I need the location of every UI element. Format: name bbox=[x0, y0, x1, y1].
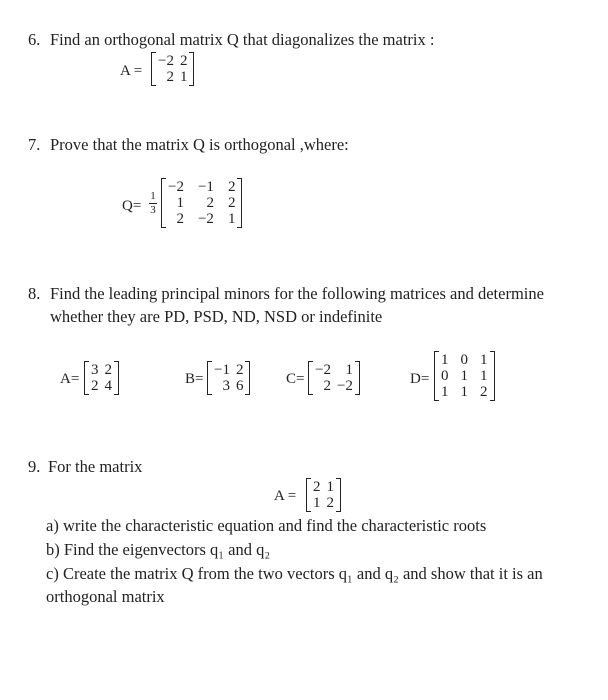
matrix-cell: 2 bbox=[323, 378, 331, 394]
q8-c-label: C= bbox=[286, 371, 305, 387]
q8-text-line1: Find the leading principal minors for the following matrices and determine bbox=[50, 284, 544, 303]
q6-number: 6. bbox=[28, 30, 41, 49]
matrix-cell: 1 bbox=[313, 495, 321, 511]
matrix-cell: −2 bbox=[197, 211, 214, 227]
matrix-cell: 1 bbox=[326, 479, 334, 495]
q9-matrix bbox=[306, 479, 341, 511]
q7-fraction bbox=[149, 191, 157, 216]
matrix-cell: 1 bbox=[176, 195, 184, 211]
q9-matrix-label: A = bbox=[274, 488, 297, 504]
q9-part-c-line2: orthogonal matrix bbox=[46, 587, 165, 606]
matrix-cell: −2 bbox=[336, 378, 353, 394]
q7-text: Prove that the matrix Q is orthogonal ,where: bbox=[50, 135, 349, 154]
matrix-cell: −2 bbox=[315, 362, 331, 378]
matrix-cell: 1 bbox=[460, 384, 468, 400]
matrix-cell: 3 bbox=[222, 378, 230, 394]
q8-d-label: D= bbox=[410, 371, 430, 387]
q9-text: For the matrix bbox=[48, 457, 143, 476]
matrix-cell: −2 bbox=[158, 53, 174, 69]
q6-matrix bbox=[151, 53, 194, 85]
matrix-cell: 0 bbox=[460, 352, 468, 368]
matrix-cell: 1 bbox=[179, 69, 188, 85]
q9-part-a: a) write the characteristic equation and find the characteristic roots bbox=[46, 516, 487, 535]
q7-matrix-label: Q= bbox=[122, 198, 142, 214]
matrix-cell: 2 bbox=[326, 495, 334, 511]
matrix-cell: 2 bbox=[206, 195, 214, 211]
matrix-cell: 2 bbox=[179, 53, 188, 69]
matrix-cell: 1 bbox=[460, 368, 468, 384]
q7-matrix bbox=[161, 179, 242, 227]
matrix-cell: 1 bbox=[441, 384, 449, 400]
q6-text: Find an orthogonal matrix Q that diagonalizes the matrix : bbox=[50, 30, 435, 49]
matrix-cell: 6 bbox=[235, 378, 244, 394]
q9-part-c-line1: c) Create the matrix Q from the two vectors q₁ and q₂ and show that it is an bbox=[46, 564, 543, 583]
matrix-cell: 0 bbox=[441, 368, 449, 384]
matrix-cell: 4 bbox=[104, 378, 112, 394]
q8-text-line2: whether they are PD, PSD, ND, NSD or indefinite bbox=[50, 307, 383, 326]
matrix-cell: 3 bbox=[91, 362, 99, 378]
q6-matrix-label: A = bbox=[120, 63, 143, 79]
matrix-cell: 1 bbox=[480, 368, 488, 384]
matrix-cell: 1 bbox=[441, 352, 449, 368]
matrix-cell: 2 bbox=[313, 479, 321, 495]
matrix-cell: −1 bbox=[214, 362, 230, 378]
matrix-cell: 2 bbox=[227, 195, 236, 211]
matrix-cell: 1 bbox=[227, 211, 236, 227]
q8-a-label: A= bbox=[60, 371, 80, 387]
matrix-cell: 2 bbox=[227, 179, 236, 195]
q9-number: 9. bbox=[28, 457, 41, 476]
matrix-cell: −2 bbox=[168, 179, 184, 195]
q7-number: 7. bbox=[28, 135, 41, 154]
matrix-cell: 2 bbox=[166, 69, 174, 85]
matrix-cell: 1 bbox=[480, 352, 488, 368]
q7-fraction-denominator: 3 bbox=[150, 204, 156, 216]
matrix-cell: 2 bbox=[104, 362, 112, 378]
matrix-cell: 2 bbox=[235, 362, 244, 378]
q9-part-b: b) Find the eigenvectors q₁ and q₂ bbox=[46, 540, 271, 559]
q8-matrix-c bbox=[308, 362, 360, 394]
matrix-cell: −1 bbox=[197, 179, 214, 195]
q8-matrix-d bbox=[434, 352, 495, 400]
q8-matrix-a bbox=[84, 362, 119, 394]
q8-matrix-b bbox=[207, 362, 250, 394]
q8-number: 8. bbox=[28, 284, 41, 303]
matrix-cell: 1 bbox=[345, 362, 353, 378]
q8-b-label: B= bbox=[185, 371, 204, 387]
matrix-cell: 2 bbox=[480, 384, 488, 400]
matrix-cell: 2 bbox=[176, 211, 184, 227]
q7-fraction-numerator: 1 bbox=[150, 190, 156, 202]
matrix-cell: 2 bbox=[91, 378, 99, 394]
